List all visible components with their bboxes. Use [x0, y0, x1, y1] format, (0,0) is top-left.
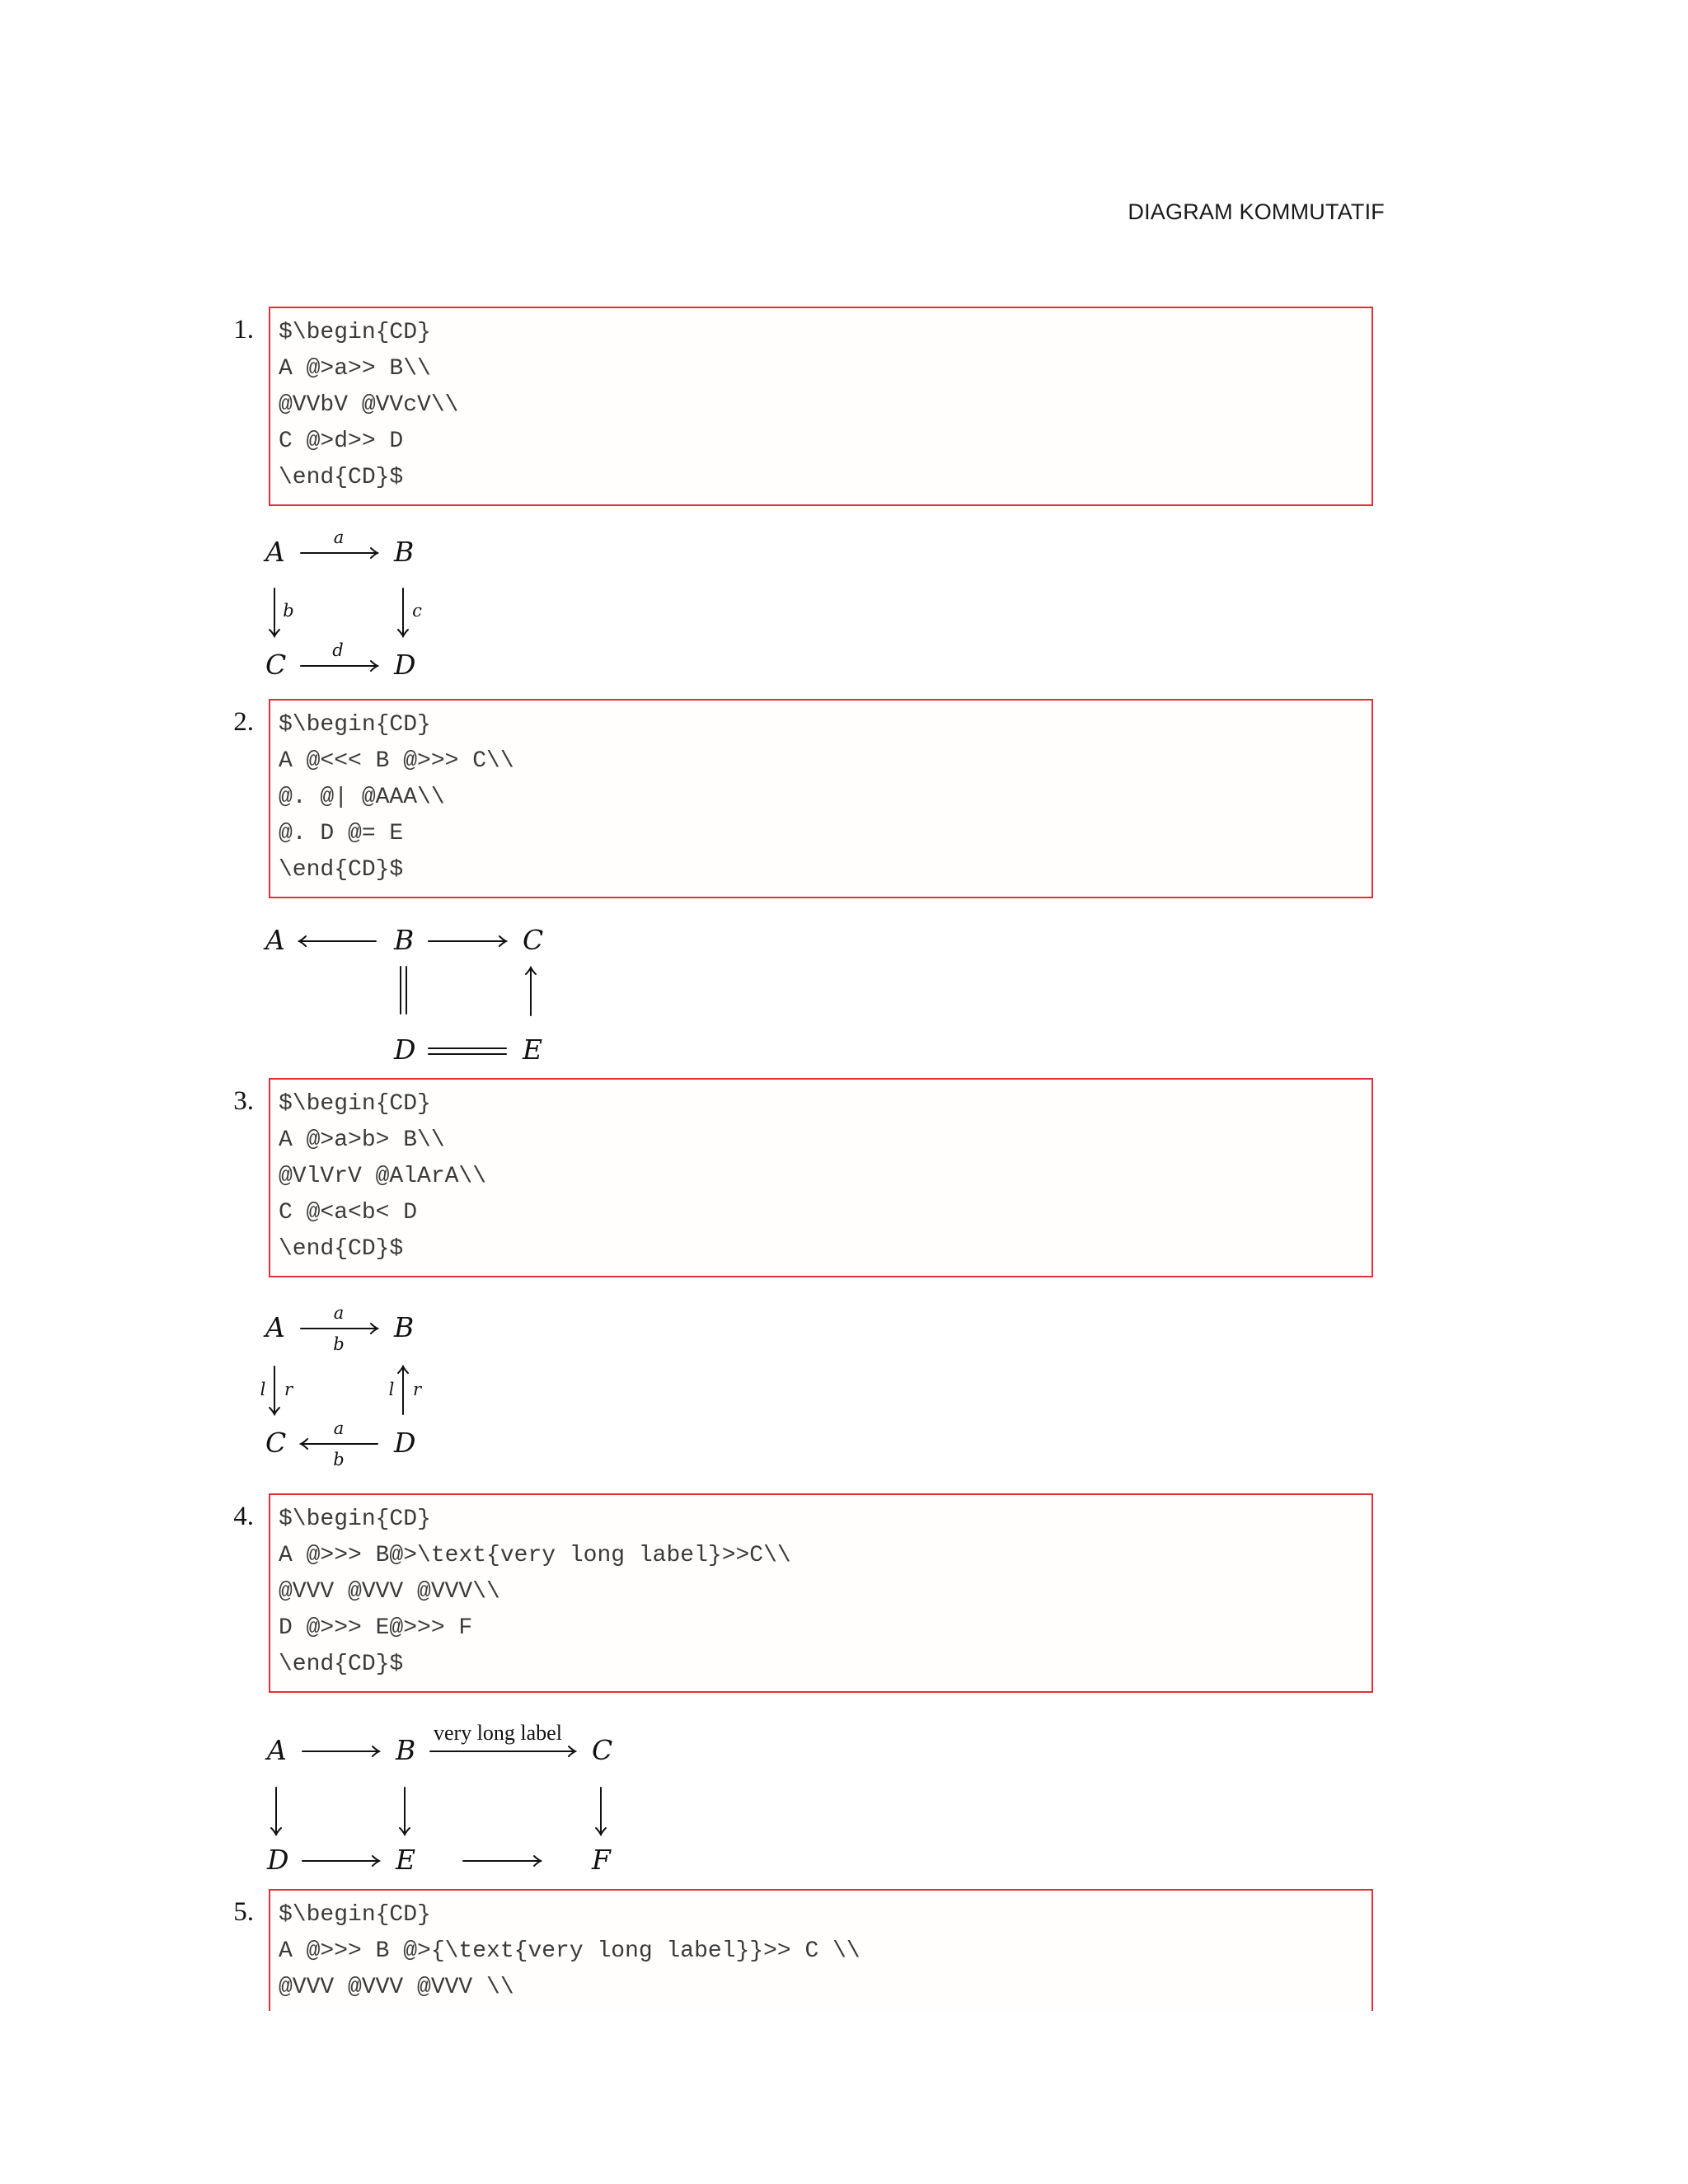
diagram-object: A [265, 924, 285, 956]
code-line: \end{CD}$ [279, 1236, 404, 1262]
right-arrow [429, 936, 506, 946]
diagram-object: B [394, 924, 415, 956]
up-arrow [398, 1366, 408, 1414]
commutative-diagram [247, 1294, 462, 1483]
diagram-object: B [396, 1734, 416, 1766]
code-block [269, 1889, 1373, 2011]
diagram-object: A [267, 1734, 287, 1766]
left-arrow [301, 1439, 377, 1449]
arrow-label: r [284, 1380, 293, 1399]
code-line: @VVbV @VVcV\\ [279, 392, 459, 418]
diagram-object: B [394, 536, 415, 568]
arrow-label: b [283, 601, 294, 621]
code-line: \end{CD}$ [279, 465, 404, 490]
code-line: C @<a<b< D [279, 1200, 418, 1226]
down-arrow [270, 588, 279, 636]
arrow-label: a [333, 1418, 345, 1438]
down-arrow [271, 1788, 281, 1835]
commutative-diagram [247, 907, 577, 1071]
code-line: A @>>> B@>\text{very long label}>>C\\ [279, 1543, 791, 1568]
code-line: A @>>> B @>{\text{very long label}}>> C \\ [279, 1938, 860, 1964]
commutative-diagram [247, 1714, 626, 1887]
code-line: A @>a>> B\\ [279, 356, 431, 382]
code-line: $\begin{CD} [279, 320, 431, 345]
arrow-label: very long label [434, 1721, 562, 1745]
code-line: @VVV @VVV @VVV \\ [279, 1975, 514, 2000]
code-line: @VVV @VVV @VVV\\ [279, 1579, 500, 1605]
diagram-object: A [265, 536, 285, 568]
diagram-object: C [523, 924, 544, 956]
code-line: @VlVrV @AlArA\\ [279, 1164, 487, 1189]
arrow-label: l [260, 1380, 266, 1399]
arrow-label: b [333, 1450, 345, 1469]
diagram-object: C [265, 1427, 287, 1459]
code-line: $\begin{CD} [279, 1091, 431, 1117]
code-line: \end{CD}$ [279, 857, 404, 883]
item-number: 4. [233, 1502, 254, 1531]
code-block [269, 307, 1373, 506]
arrow-label: a [333, 527, 345, 547]
arrow-label: l [388, 1380, 395, 1399]
right-arrow [430, 1746, 575, 1756]
code-block [269, 699, 1373, 898]
code-block [269, 1078, 1373, 1277]
right-arrow [302, 1856, 379, 1866]
code-line: A @>a>b> B\\ [279, 1127, 445, 1153]
code-line: $\begin{CD} [279, 712, 431, 738]
diagram-object: E [396, 1844, 416, 1876]
diagram-object: D [267, 1844, 289, 1876]
running-head: DIAGRAM KOMMUTATIF [1128, 199, 1385, 224]
item-number: 5. [233, 1897, 254, 1927]
left-arrow [299, 936, 376, 946]
diagram-object: E [523, 1033, 543, 1066]
code-line: A @<<< B @>>> C\\ [279, 748, 514, 774]
item-number: 1. [233, 315, 254, 344]
diagram-object: B [394, 1311, 415, 1343]
code-line: D @>>> E@>>> F [279, 1615, 473, 1641]
down-arrow [270, 1366, 279, 1414]
double-horizontal-line [429, 1048, 506, 1054]
code-line: @. D @= E [279, 821, 404, 846]
right-arrow [302, 1746, 379, 1756]
down-arrow [400, 1788, 410, 1835]
double-vertical-line [401, 967, 406, 1014]
diagram-object: D [394, 1427, 416, 1459]
arrow-label: d [332, 640, 344, 660]
code-line: @. @| @AAA\\ [279, 785, 445, 810]
item-number: 2. [233, 707, 254, 737]
diagram-object: F [592, 1844, 611, 1876]
right-arrow [301, 548, 377, 558]
code-line: $\begin{CD} [279, 1507, 431, 1532]
diagram-object: D [394, 1033, 416, 1066]
arrow-label: c [412, 601, 422, 621]
diagram-object: C [265, 649, 287, 681]
right-arrow [301, 1324, 377, 1333]
diagram-object: A [265, 1311, 285, 1343]
arrow-label: r [412, 1380, 422, 1399]
down-arrow [596, 1788, 606, 1835]
right-arrow [301, 661, 377, 671]
code-line: C @>d>> D [279, 429, 404, 454]
right-arrow [463, 1856, 541, 1866]
arrow-label: b [333, 1334, 345, 1354]
diagram-object: C [592, 1734, 613, 1766]
code-block [269, 1493, 1373, 1693]
diagram-object: D [394, 649, 416, 681]
code-line: $\begin{CD} [279, 1902, 431, 1928]
commutative-diagram [247, 519, 462, 692]
up-arrow [526, 968, 536, 1015]
down-arrow [398, 588, 408, 636]
arrow-label: a [333, 1303, 345, 1323]
item-number: 3. [233, 1086, 254, 1116]
code-line: \end{CD}$ [279, 1652, 404, 1677]
